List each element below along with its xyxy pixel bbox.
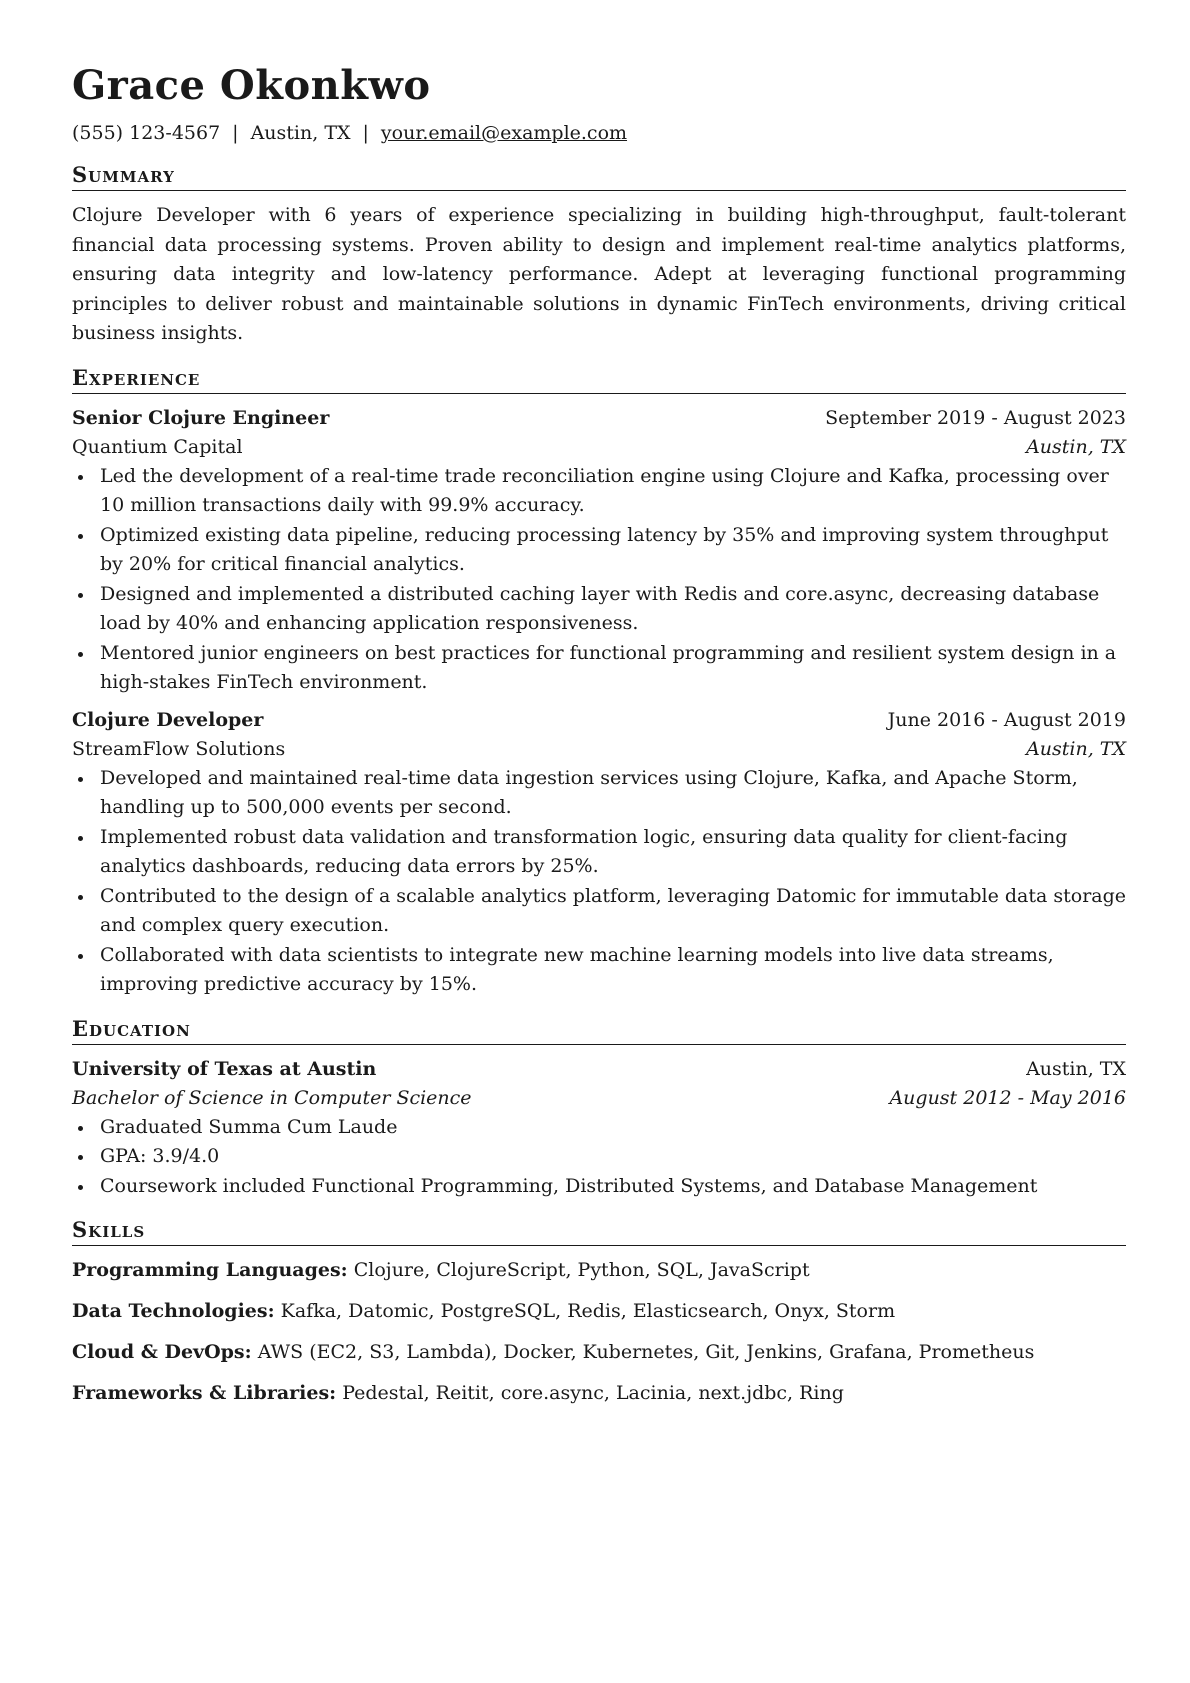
list-item	[72, 1142, 1126, 1172]
bullet-icon	[78, 475, 83, 480]
job-dates: September 2019 - August 2023	[825, 406, 1126, 429]
contact-line	[72, 120, 1126, 146]
bullet-icon	[78, 1155, 83, 1160]
email-link[interactable]: your.email@example.com	[380, 122, 628, 144]
list-item	[72, 941, 1126, 1000]
skill-row	[72, 1256, 1126, 1285]
bullet-icon	[78, 954, 83, 959]
bullet-text: Graduated Summa Cum Laude	[100, 1115, 398, 1138]
school-name: University of Texas at Austin	[72, 1057, 377, 1080]
list-item	[72, 1113, 1126, 1143]
skills-section	[72, 1217, 1126, 1408]
section-title-summary: Summary	[72, 162, 1126, 191]
list-item	[72, 764, 1126, 823]
summary-text: Clojure Developer with 6 years of experience specializing in building high-throughput, fault-tolerant financial data processing systems. Proven ability to design and implement real-time analytics platforms, ensuring data integrity and low-latency performance. Adept at leveraging functional programming principles to deliver robust and maintainable solutions in dynamic FinTech environments, driving critical business insights.	[72, 204, 1126, 344]
job-company: StreamFlow Solutions	[72, 737, 286, 760]
bullet-text: Developed and maintained real-time data ingestion services using Clojure, Kafka, and Apache Storm, handling up to 500,000 events per second.	[100, 766, 1078, 818]
bullet-text: Designed and implemented a distributed caching layer with Redis and core.async, decreasing database load by 40% and enhancing application responsiveness.	[100, 582, 1100, 634]
skill-value: Kafka, Datomic, PostgreSQL, Redis, Elasticsearch, Onyx, Storm	[280, 1300, 896, 1322]
skill-label: Cloud & DevOps:	[72, 1341, 252, 1363]
bullet-text: Mentored junior engineers on best practices for functional programming and resilient system design in a high-stakes FinTech environment.	[100, 641, 1117, 693]
bullet-text: Implemented robust data validation and transformation logic, ensuring data quality for client-facing analytics dashboards, reducing data errors by 25%.	[100, 825, 1068, 877]
bullet-text: GPA: 3.9/4.0	[100, 1145, 220, 1167]
list-item	[72, 882, 1126, 941]
bullet-text: Coursework included Functional Programming, Distributed Systems, and Database Management	[100, 1174, 1038, 1197]
skill-row	[72, 1338, 1126, 1367]
job-bullets	[72, 764, 1126, 1000]
skill-value: AWS (EC2, S3, Lambda), Docker, Kubernetes, Git, Jenkins, Grafana, Prometheus	[257, 1341, 1035, 1363]
bullet-icon	[78, 652, 83, 657]
bullet-icon	[78, 895, 83, 900]
education-bullets	[72, 1113, 1126, 1202]
bullet-icon	[78, 1126, 83, 1131]
list-item	[72, 639, 1126, 698]
skill-label: Programming Languages:	[72, 1259, 348, 1281]
skill-label: Data Technologies:	[72, 1300, 275, 1322]
bullet-icon	[78, 777, 83, 782]
job-entry	[72, 404, 1126, 698]
job-entry	[72, 706, 1126, 1000]
section-title-education: Education	[72, 1016, 1126, 1045]
bullet-icon	[78, 593, 83, 598]
list-item	[72, 823, 1126, 882]
job-company: Quantium Capital	[72, 435, 243, 458]
list-item	[72, 580, 1126, 639]
bullet-text: Contributed to the design of a scalable analytics platform, leveraging Datomic for immutable data storage and complex query execution.	[100, 884, 1127, 936]
skill-value: Pedestal, Reitit, core.async, Lacinia, next.jdbc, Ring	[342, 1382, 844, 1404]
list-item	[72, 1172, 1126, 1202]
school-location: Austin, TX	[1026, 1057, 1126, 1080]
education-section	[72, 1016, 1126, 1202]
bullet-icon	[78, 836, 83, 841]
bullet-text: Collaborated with data scientists to integrate new machine learning models into live data streams, improving predictive accuracy by 15%.	[100, 943, 1054, 995]
list-item	[72, 521, 1126, 580]
job-location: Austin, TX	[1026, 737, 1126, 760]
bullet-icon	[78, 534, 83, 539]
degree: Bachelor of Science in Computer Science	[72, 1086, 472, 1109]
contact-separator: |	[362, 122, 369, 144]
education-dates: August 2012 - May 2016	[889, 1086, 1126, 1109]
job-dates: June 2016 - August 2019	[887, 708, 1126, 731]
job-role: Clojure Developer	[72, 708, 264, 731]
job-location: Austin, TX	[1026, 435, 1126, 458]
skill-value: Clojure, ClojureScript, Python, SQL, JavaScript	[353, 1259, 810, 1281]
bullet-text: Optimized existing data pipeline, reducing processing latency by 35% and improving system throughput by 20% for critical financial analytics.	[100, 523, 1109, 575]
resume-page	[72, 54, 1126, 1420]
skill-row	[72, 1379, 1126, 1408]
bullet-icon	[78, 1185, 83, 1190]
experience-section	[72, 365, 1126, 1000]
location: Austin, TX	[250, 122, 351, 144]
job-bullets	[72, 462, 1126, 698]
skill-row	[72, 1297, 1126, 1326]
phone-number: (555) 123-4567	[72, 122, 221, 144]
candidate-name: Grace Okonkwo	[72, 62, 431, 109]
list-item	[72, 462, 1126, 521]
bullet-text: Led the development of a real-time trade reconciliation engine using Clojure and Kafka, processing over 10 million transactions daily with 99.9% accuracy.	[100, 464, 1109, 516]
section-title-skills: Skills	[72, 1217, 1126, 1246]
job-role: Senior Clojure Engineer	[72, 406, 330, 429]
summary-section	[72, 162, 1126, 349]
contact-separator: |	[232, 122, 239, 144]
section-title-experience: Experience	[72, 365, 1126, 394]
skill-label: Frameworks & Libraries:	[72, 1382, 337, 1404]
